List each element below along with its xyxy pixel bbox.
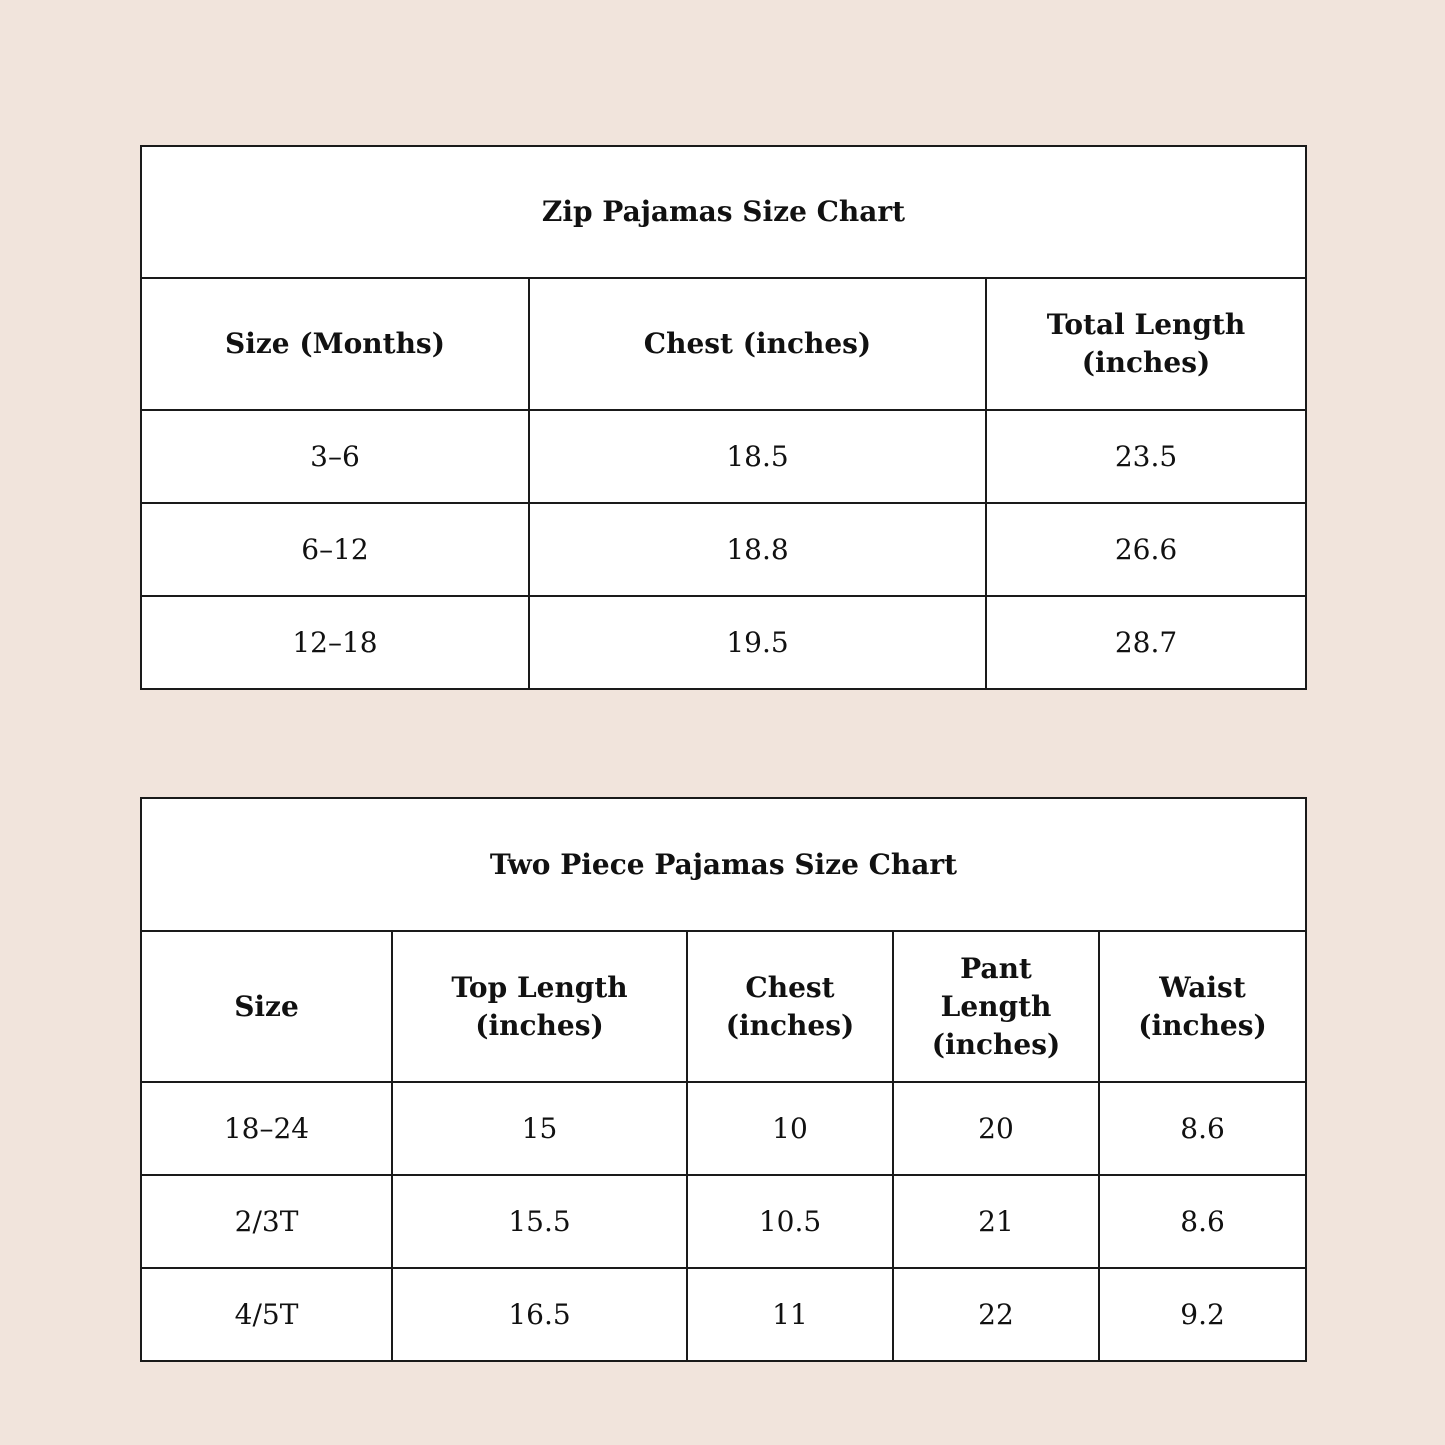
table-row	[141, 1175, 1306, 1268]
table-cell: 15.5	[392, 1175, 687, 1268]
table-row	[141, 1082, 1306, 1175]
column-header-waist: Waist (inches)	[1099, 931, 1306, 1082]
table-cell: 2/3T	[141, 1175, 392, 1268]
table-cell: 20	[893, 1082, 1099, 1175]
table-cell: 16.5	[392, 1268, 687, 1361]
table-cell: 22	[893, 1268, 1099, 1361]
table-cell: 18–24	[141, 1082, 392, 1175]
table-row	[141, 410, 1306, 503]
table-cell: 18.5	[529, 410, 986, 503]
column-header-top-length: Top Length (inches)	[392, 931, 687, 1082]
table-cell: 15	[392, 1082, 687, 1175]
table-cell: 10.5	[687, 1175, 893, 1268]
table-cell: 21	[893, 1175, 1099, 1268]
table-cell: 6–12	[141, 503, 529, 596]
zip-pajamas-size-chart	[140, 145, 1307, 690]
table-cell: 11	[687, 1268, 893, 1361]
table-cell: 26.6	[986, 503, 1306, 596]
table-cell: 12–18	[141, 596, 529, 689]
table-cell: 8.6	[1099, 1082, 1306, 1175]
table-cell: 3–6	[141, 410, 529, 503]
table-cell: 10	[687, 1082, 893, 1175]
table-cell: 18.8	[529, 503, 986, 596]
table-cell: 4/5T	[141, 1268, 392, 1361]
table-cell: 8.6	[1099, 1175, 1306, 1268]
table-cell: 19.5	[529, 596, 986, 689]
column-header-total-length: Total Length (inches)	[986, 278, 1306, 410]
table-row	[141, 503, 1306, 596]
table-row	[141, 596, 1306, 689]
two-piece-pajamas-size-chart	[140, 797, 1307, 1362]
column-header-size: Size	[141, 931, 392, 1082]
table-cell: 23.5	[986, 410, 1306, 503]
column-header-size: Size (Months)	[141, 278, 529, 410]
table-header-row	[141, 931, 1306, 1082]
table-title-row	[141, 798, 1306, 931]
column-header-chest: Chest (inches)	[687, 931, 893, 1082]
zip-chart-title: Zip Pajamas Size Chart	[141, 146, 1306, 278]
table-title-row	[141, 146, 1306, 278]
column-header-chest: Chest (inches)	[529, 278, 986, 410]
table-header-row	[141, 278, 1306, 410]
table-row	[141, 1268, 1306, 1361]
table-cell: 9.2	[1099, 1268, 1306, 1361]
two-piece-chart-title: Two Piece Pajamas Size Chart	[141, 798, 1306, 931]
table-cell: 28.7	[986, 596, 1306, 689]
column-header-pant-length: Pant Length (inches)	[893, 931, 1099, 1082]
